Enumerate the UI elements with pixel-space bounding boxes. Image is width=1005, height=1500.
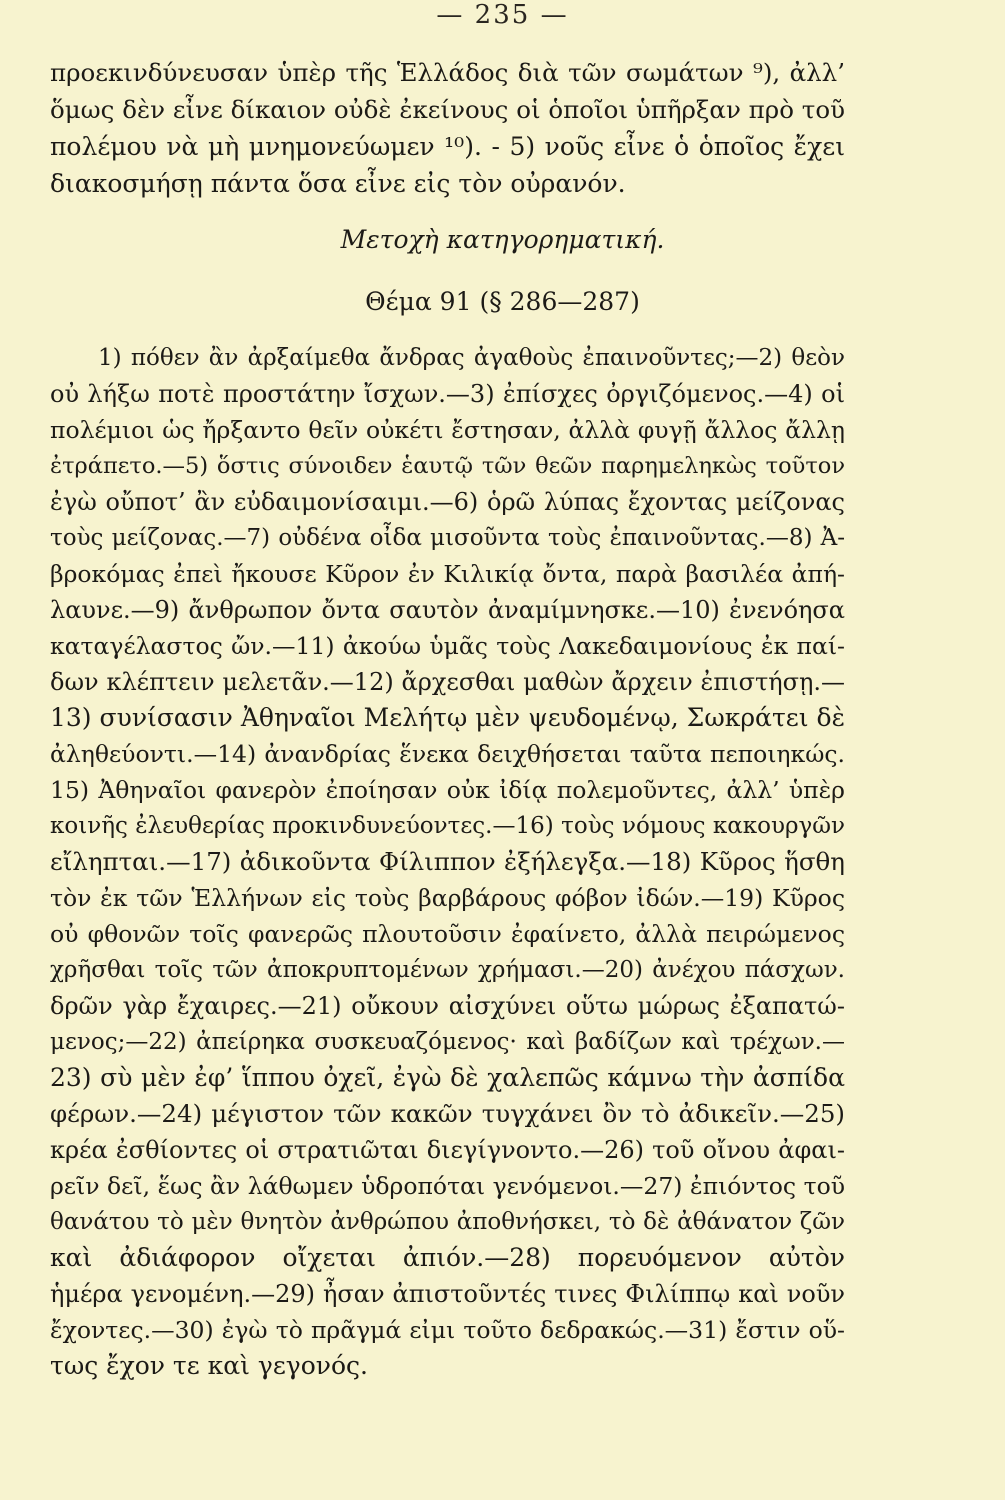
exercise-line: καὶ ἀδιάφορον οἴχεται ἀπιόν.—28) πορευόμενον αὐτὸν — [50, 1243, 845, 1272]
exercise-line: ρεῖν δεῖ, ἕως ἂν λάθωμεν ὑδροπόται γενόμενοι.—27) ἐπιόντος τοῦ — [50, 1172, 845, 1200]
exercise-line: χρῆσθαι τοῖς τῶν ἀποκρυπτομένων χρήμασι.—20) ἀνέχου πάσχων. — [50, 957, 845, 983]
exercise-line: οὐ λήξω ποτὲ προστάτην ἴσχων.—3) ἐπίσχες ὀργιζόμενος.—4) οἱ — [50, 380, 845, 408]
text-line: ὅμως δὲν εἶνε δίκαιον οὐδὲ ἐκείνους οἱ ὁποῖοι ὑπῆρξαν πρὸ τοῦ — [50, 95, 845, 124]
exercise-line: 13) συνίσασιν Ἀθηναῖοι Μελήτῳ μὲν ψευδομένῳ, Σωκράτει δὲ — [50, 703, 845, 732]
exercise-line: τὸν ἐκ τῶν Ἑλλήνων εἰς τοὺς βαρβάρους φόβον ἰδών.—19) Κῦρος — [50, 884, 845, 912]
exercise-line: δρῶν γὰρ ἔχαιρες.—21) οὔκουν αἰσχύνει οὕτω μώρως ἐξαπατώ- — [50, 992, 845, 1020]
exercise-line: τοὺς μείζονας.—7) οὐδένα οἶδα μισοῦντα τοὺς ἐπαινοῦντας.—8) Ἀ- — [50, 525, 845, 551]
exercise-line: οὐ φθονῶν τοῖς φανερῶς πλουτοῦσιν ἐφαίνετο, ἀλλὰ πειρώμενος — [50, 920, 845, 948]
exercise-line: ἐτράπετο.—5) ὅστις σύνοιδεν ἑαυτῷ τῶν θεῶν παρημεληκὼς τοῦτον — [50, 453, 845, 479]
exercise-line: 23) σὺ μὲν ἐφ’ ἵππου ὀχεῖ, ἐγὼ δὲ χαλεπῶς κάμνω τὴν ἀσπίδα — [50, 1063, 845, 1092]
exercise-line: θανάτου τὸ μὲν θνητὸν ἀνθρώπου ἀποθνήσκει, τὸ δὲ ἀθάνατον ζῶν — [50, 1209, 845, 1235]
text-line: διακοσμήσῃ πάντα ὅσα εἶνε εἰς τὸν οὐρανόν. — [50, 169, 626, 198]
exercise-line: ἀληθεύοντι.—14) ἀνανδρίας ἕνεκα δειχθήσεται ταῦτα πεποιηκώς. — [50, 740, 845, 768]
exercise-line: 15) Ἀθηναῖοι φανερὸν ἐποίησαν οὐκ ἰδίᾳ πολεμοῦντες, ἀλλ’ ὑπὲρ — [50, 776, 845, 804]
exercise-line: λαυνε.—9) ἄνθρωπον ὄντα σαυτὸν ἀναμίμνησκε.—10) ἐνενόησα — [50, 596, 845, 624]
section-title: Μετοχὴ κατηγορηματική. — [340, 225, 665, 254]
exercise-line: τως ἔχον τε καὶ γεγονός. — [50, 1351, 368, 1380]
text-line: προεκινδύνευσαν ὑπὲρ τῆς Ἑλλάδος διὰ τῶν σωμάτων ⁹), ἀλλ’ — [50, 58, 845, 87]
exercise-line: ἐγὼ οὔποτ’ ἂν εὐδαιμονίσαιμι.—6) ὁρῶ λύπας ἔχοντας μείζονας — [50, 488, 845, 516]
exercise-line: δων κλέπτειν μελετᾶν.—12) ἄρχεσθαι μαθὼν ἄρχειν ἐπιστήσῃ.— — [50, 668, 845, 696]
exercise-line: κοινῆς ἐλευθερίας προκινδυνεύοντες.—16) τοὺς νόμους κακουργῶν — [50, 813, 845, 839]
exercise-line: φέρων.—24) μέγιστον τῶν κακῶν τυγχάνει ὂν τὸ ἀδικεῖν.—25) — [50, 1099, 845, 1128]
exercise-line: βροκόμας ἐπεὶ ἤκουσε Κῦρον ἐν Κιλικίᾳ ὄντα, παρὰ βασιλέα ἀπή- — [50, 560, 845, 588]
exercise-line: ἔχοντες.—30) ἐγὼ τὸ πρᾶγμά εἰμι τοῦτο δεδρακώς.—31) ἔστιν οὕ- — [50, 1316, 845, 1344]
exercise-line: 1) πόθεν ἂν ἀρξαίμεθα ἄνδρας ἀγαθοὺς ἐπαινοῦντες;—2) θεὸν — [98, 345, 845, 371]
exercise-line: ἡμέρα γενομένη.—29) ἦσαν ἀπιστοῦντές τινες Φιλίππῳ καὶ νοῦν — [50, 1280, 845, 1308]
exercise-line: κρέα ἐσθίοντες οἱ στρατιῶται διεγίγνοντο.—26) τοῦ οἴνου ἀφαι- — [50, 1136, 845, 1164]
exercise-line: πολέμιοι ὡς ἤρξαντο θεῖν οὐκέτι ἔστησαν, ἀλλὰ φυγῇ ἄλλος ἄλλῃ — [50, 416, 845, 444]
exercise-line: εἴληπται.—17) ἀδικοῦντα Φίλιππον ἐξήλεγξα.—18) Κῦρος ἥσθη — [50, 847, 845, 876]
exercise-title: Θέμα 91 (§ 286—287) — [365, 287, 640, 316]
exercise-line: μενος;—22) ἀπείρηκα συσκευαζόμενος· καὶ βαδίζων καὶ τρέχων.— — [50, 1029, 845, 1055]
text-line: πολέμου νὰ μὴ μνημονεύωμεν ¹⁰). - 5) νοῦς εἶνε ὁ ὁποῖος ἔχει — [50, 132, 845, 161]
page-number: — 235 — — [436, 0, 569, 30]
exercise-line: καταγέλαστος ὤν.—11) ἀκούω ὑμᾶς τοὺς Λακεδαιμονίους ἐκ παί- — [50, 632, 845, 660]
